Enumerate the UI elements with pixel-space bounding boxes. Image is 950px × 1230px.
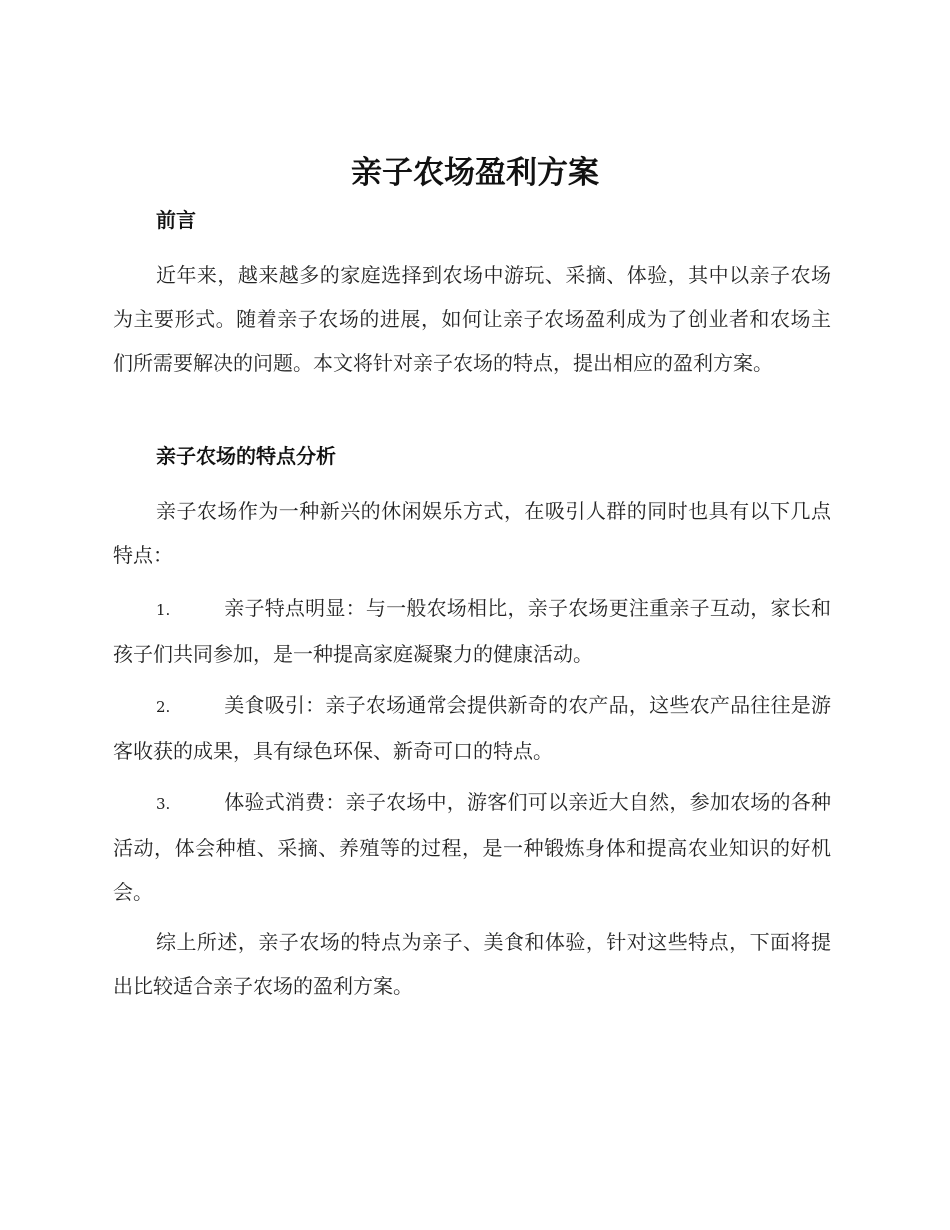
section-heading-features: 亲子农场的特点分析 — [156, 444, 336, 468]
list-item-number: 1. — [156, 601, 171, 619]
list-item — [113, 780, 831, 914]
section-heading-preface: 前言 — [156, 208, 196, 232]
features-conclusion-paragraph: 综上所述，亲子农场的特点为亲子、美食和体验，针对这些特点，下面将提出比较适合亲子农场的盈利方案。 — [113, 930, 831, 998]
list-item-text: 亲子特点明显：与一般农场相比，亲子农场更注重亲子互动，家长和孩子们共同参加，是一种提高家庭凝聚力的健康活动。 — [113, 596, 831, 666]
list-item-text: 美食吸引：亲子农场通常会提供新奇的农产品，这些农产品往往是游客收获的成果，具有绿色环保、新奇可口的特点。 — [113, 693, 831, 763]
features-intro-paragraph: 亲子农场作为一种新兴的休闲娱乐方式，在吸引人群的同时也具有以下几点特点： — [113, 499, 831, 567]
list-item — [113, 683, 831, 773]
list-item — [113, 586, 831, 676]
list-item-number: 3. — [156, 795, 171, 813]
preface-paragraph: 近年来，越来越多的家庭选择到农场中游玩、采摘、体验，其中以亲子农场为主要形式。随着亲子农场的进展，如何让亲子农场盈利成为了创业者和农场主们所需要解决的问题。本文将针对亲子农场的特点，提出相应的盈利方案。 — [113, 263, 831, 375]
list-item-number: 2. — [156, 698, 171, 716]
document-title: 亲子农场盈利方案 — [351, 155, 599, 191]
list-item-text: 体验式消费：亲子农场中，游客们可以亲近大自然，参加农场的各种活动，体会种植、采摘、养殖等的过程，是一种锻炼身体和提高农业知识的好机会。 — [113, 790, 831, 904]
